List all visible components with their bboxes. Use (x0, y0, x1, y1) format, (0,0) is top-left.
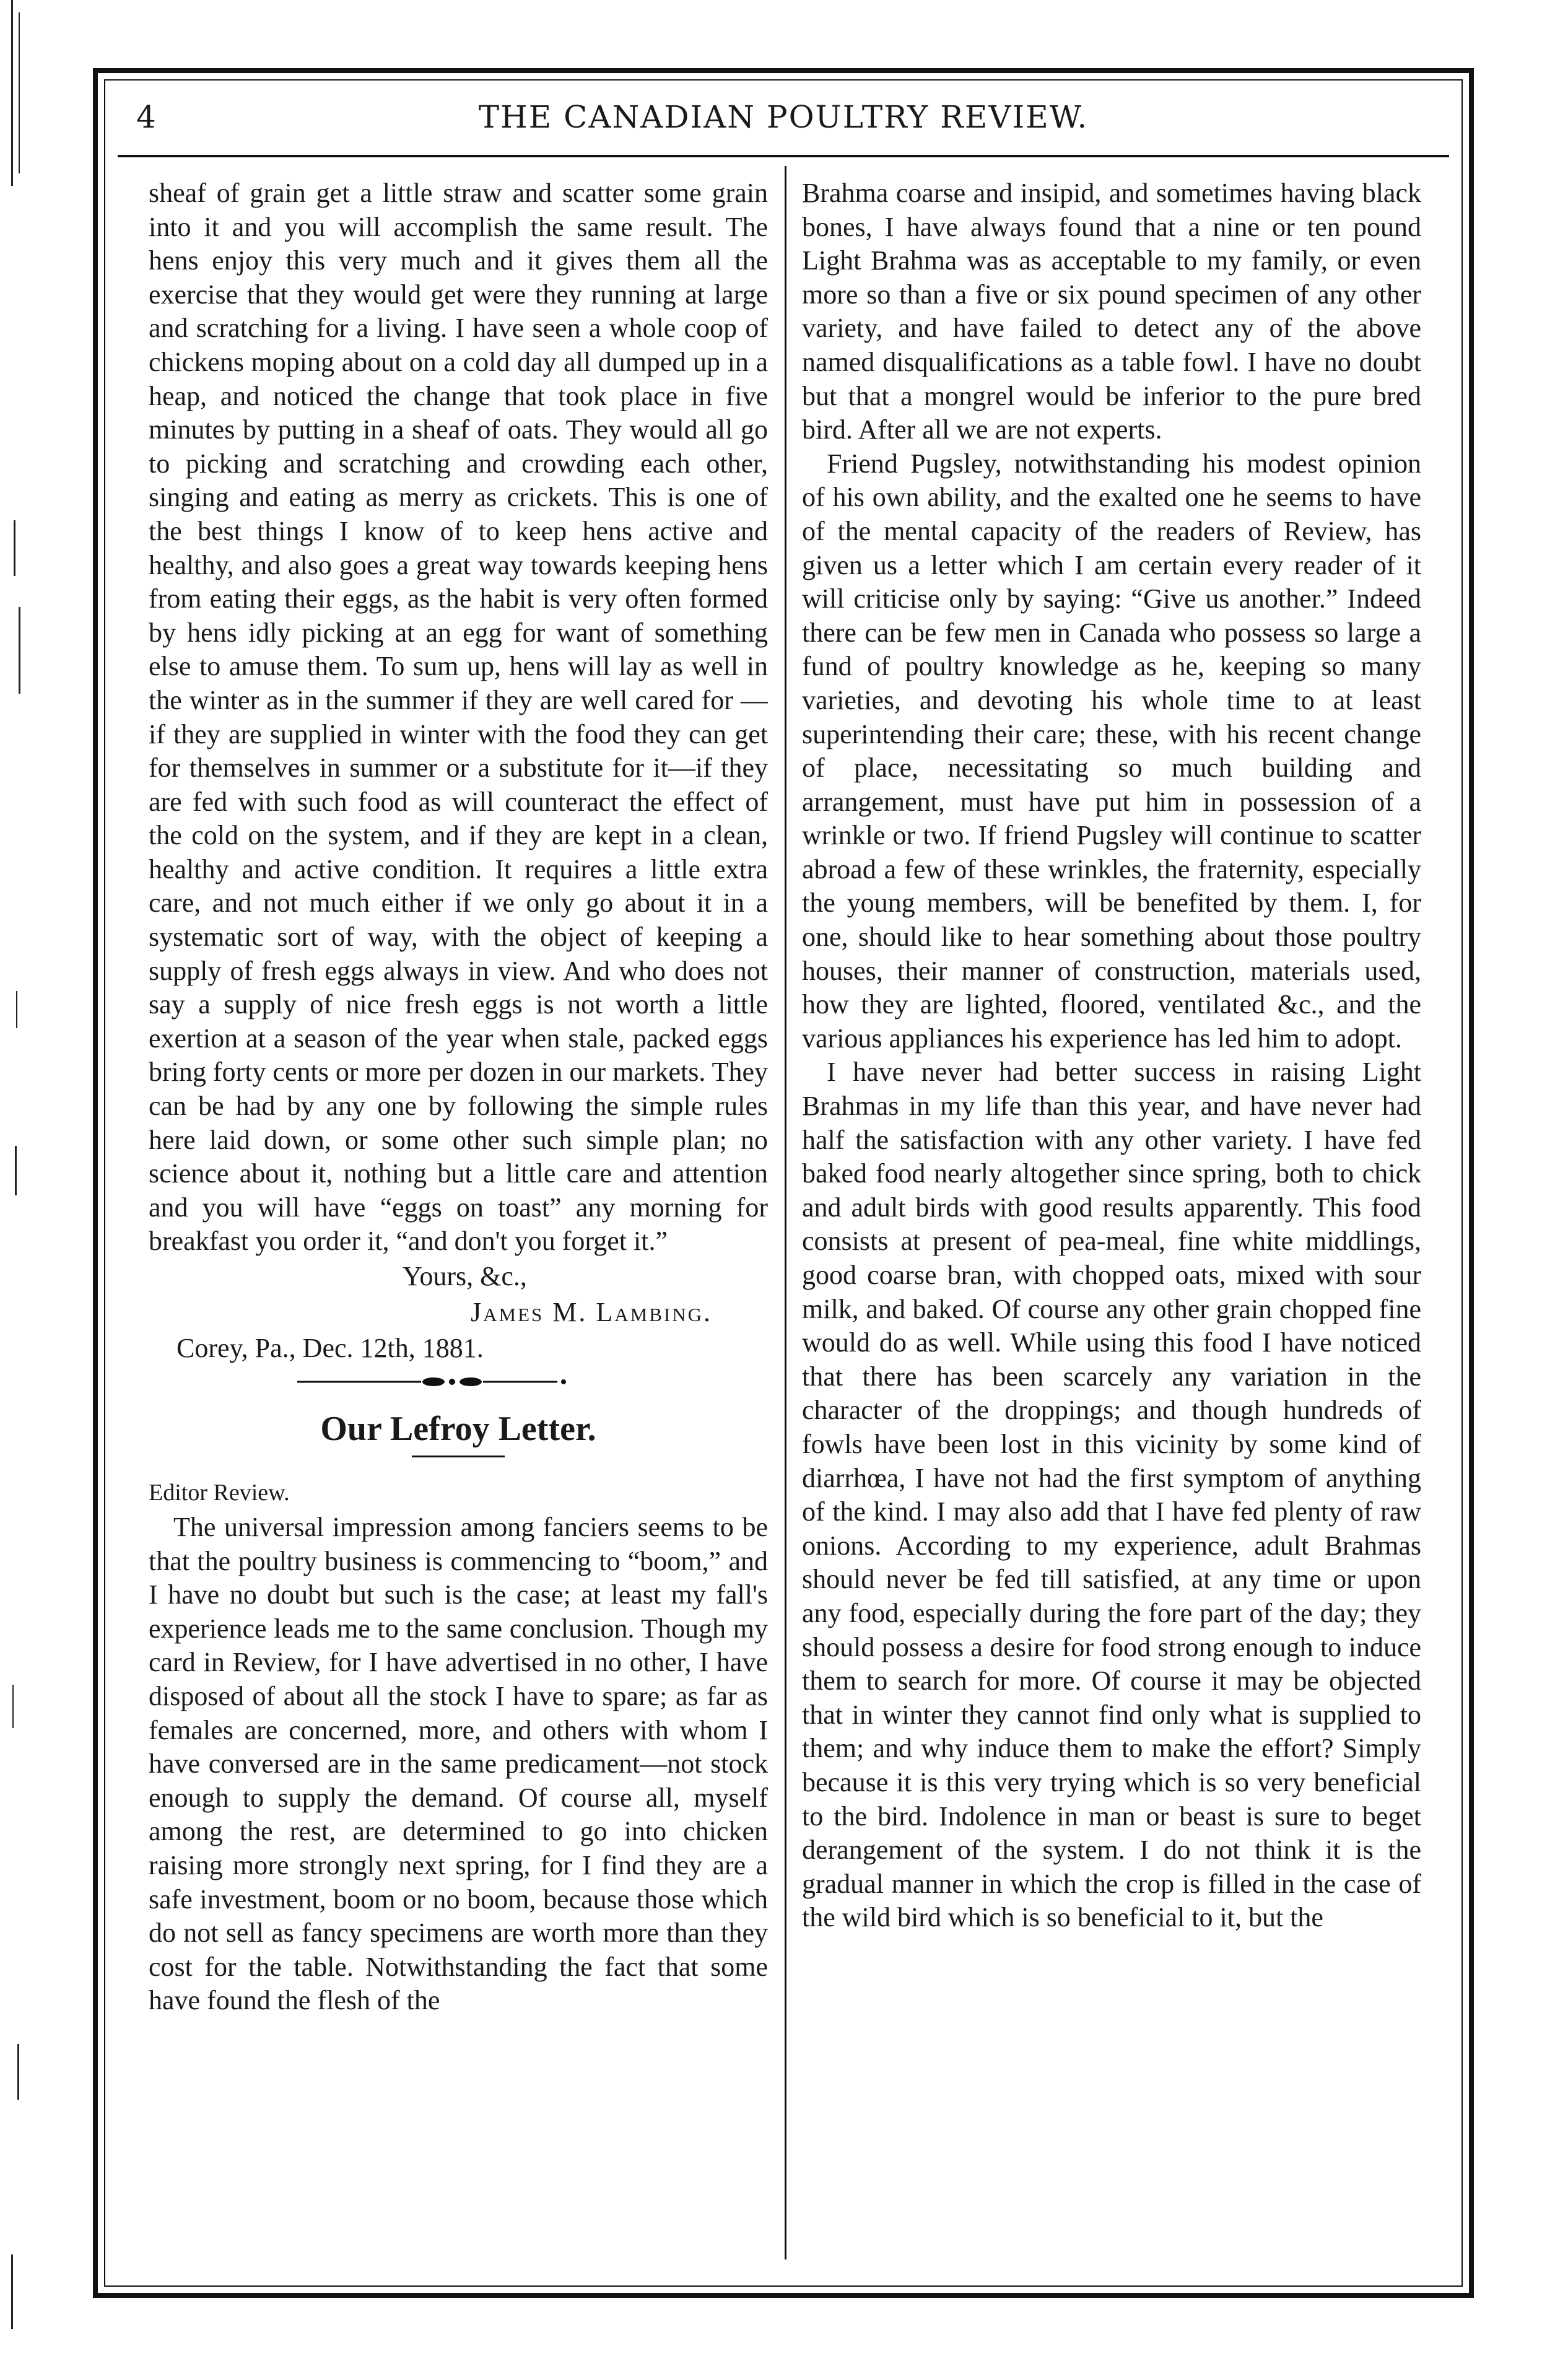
page-header (124, 99, 1443, 149)
scan-edge-marks (0, 0, 37, 2366)
running-title: THE CANADIAN POULTRY REVIEW. (478, 99, 1089, 135)
article-paragraph: Brahma coarse and insipid, and sometimes having black bones, I have always found that a nine or ten pound Light Brahma was as acceptable to my family, or even more so than a five or six pound specimen of any other variety, and have failed to detect any of the above named disqualifications as a table fowl. I have no doubt but that a mongrel would be inferior to the pure bred bird. After all we are not experts. (802, 178, 1421, 445)
right-column (802, 177, 1421, 2251)
letter-signature-block (149, 1259, 768, 1366)
section-heading: Our Lefroy Letter. (320, 1410, 596, 1448)
article-paragraph: I have never had better success in raising Light Brahmas in my life than this year, and have never had half the satisfaction with any other variety. I have fed baked food nearly altogether since spring, both to chick and adult birds with good results apparently. This food consists at present of pea-meal, fine white middlings, good coarse bran, with chopped oats, mixed with sour milk, and baked. Of course any other grain chopped fine would do as well. While using this food I have noticed that there has been scarcely any variation in the character of the droppings; and though hundreds of fowls have been lost in this vicinity by some kind of diarrhœa, I have not had the first symptom of anything of the kind. I may also add that I have fed plenty of raw onions. According to my experience, adult Brahmas should never be fed till satisfied, at any time or upon any food, especially during the fore part of the day; they should possess a desire for food strong enough to induce them to search for more. Of course it may be objected that in winter they cannot find only what is supplied to them; and why induce them to make the effort? Simply because it is this very trying which is so very beneficial to the bird. Indolence in man or beast is sure to beget derangement of the system. I do not think it is the gradual manner in which the crop is filled in the case of the wild bird which is so beneficial to it, but the (802, 1057, 1421, 1933)
article-paragraph: sheaf of grain get a little straw and scatter some grain into it and you will accomplish the same result. The hens enjoy this very much and it gives them all the exercise that they would get were they running at large and scratching for a living. I have seen a whole coop of chickens moping about on a cold day all dumped up in a heap, and noticed the change that took place in five minutes by putting in a sheaf of oats. They would all go to picking and scratching and crowding each other, singing and eating as merry as crickets. This is one of the best things I know of to keep hens active and healthy, and also goes a great way towards keeping hens from eating their eggs, as the habit is very often formed by hens idly picking at an egg for want of something else to amuse them. To sum up, hens will lay as well in the winter as in the summer if they are well cared for —if they are supplied in winter with the food they can get for themselves in summer or a substitute for it—if they are fed with such food as will counteract the effect of the cold on the system, and if they are kept in a clean, healthy and active condition. It requires a little extra care, and not much either if we only go about it in a systematic sort of way, with the object of keeping a supply of fresh eggs always in view. And who does not say a supply of nice fresh eggs is not worth a little exertion at a season of the year when stale, packed eggs bring forty cents or more per dozen in our markets. They can be had by any one by following the simple rules here laid down, or some other such simple plan; no science about it, nothing but a little care and attention and you will have “eggs on toast” any morning for breakfast you order it, “and don't you forget it.” (149, 178, 768, 1257)
letter-closing: Yours, &c., (403, 1261, 527, 1291)
page-number: 4 (136, 99, 156, 135)
left-column (149, 177, 768, 2251)
section-divider-ornament (149, 1366, 768, 1403)
header-rule (118, 155, 1449, 157)
article-paragraph: The universal impression among fanciers seems to be that the poultry business is commencing to “boom,” and I have no doubt but such is the case; at least my fall's experience leads me to the same conclusion. Though my card in Review, for I have advertised in no other, I have disposed of about all the stock I have to spare; as far as females are concerned, more, and others with whom I have conversed are in the same predicament—not stock enough to supply the demand. Of course all, myself among the rest, are determined to go into chicken raising more strongly next spring, for I find they are a safe investment, boom or no boom, because those which do not sell as fancy specimens are worth more than they cost for the table. Notwithstanding the fact that some have found the flesh of the (149, 1512, 768, 2016)
letter-place-date: Corey, Pa., Dec. 12th, 1881. (176, 1333, 484, 1363)
column-divider (785, 166, 786, 2259)
letter-signature: James M. Lambing. (471, 1297, 712, 1327)
letter-salutation: Editor Review. (149, 1480, 290, 1506)
heading-underline (412, 1456, 505, 1457)
article-paragraph: Friend Pugsley, notwithstanding his modest opinion of his own ability, and the exalted one he seems to have of the mental capacity of the readers of Review, has given us a letter which I am certain every reader of it will criticise only by saying: “Give us another.” Indeed there can be few men in Canada who possess so large a fund of poultry knowledge as he, keeping so many varieties, and devoting his whole time to at least superintending their care; these, with his recent change of place, necessitating so much building and arrangement, must have put him in possession of a wrinkle or two. If friend Pugsley will continue to scatter abroad a few of these wrinkles, the fraternity, especially the young members, will be benefited by them. I, for one, should like to hear something about those poultry houses, their manner of construction, materials used, how they are lighted, floored, ventilated &c., and the various appliances his experience has led him to adopt. (802, 448, 1421, 1054)
